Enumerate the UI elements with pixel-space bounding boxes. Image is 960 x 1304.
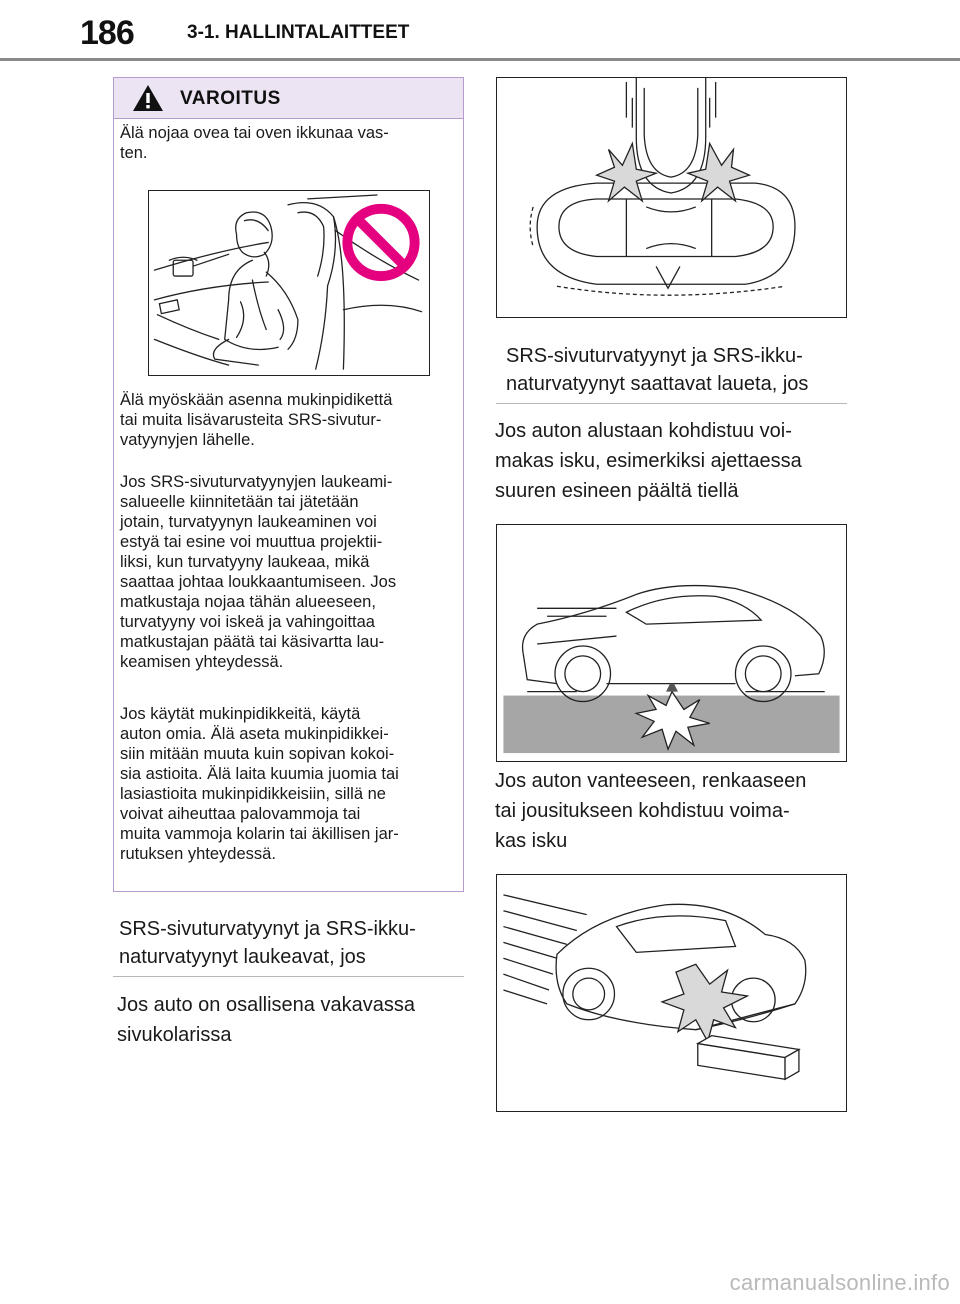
warning-box bbox=[113, 77, 464, 892]
underbody-impact-illustration bbox=[497, 525, 846, 761]
page-header bbox=[0, 0, 960, 64]
body-side-collision: Jos auto on osallisena vakavassa sivukolarissa bbox=[117, 994, 415, 1046]
warning-header bbox=[114, 78, 463, 119]
figure-underbody-impact bbox=[496, 524, 847, 762]
impact-star-icon bbox=[662, 964, 747, 1041]
figure-leaning-passenger bbox=[148, 190, 430, 376]
wheel-impact-illustration bbox=[497, 875, 846, 1111]
header-rule bbox=[0, 58, 960, 61]
passenger-illustration bbox=[149, 191, 429, 375]
warning-triangle-icon bbox=[132, 84, 164, 112]
side-collision-illustration bbox=[497, 78, 846, 317]
figure-wheel-impact bbox=[496, 874, 847, 1112]
warning-paragraph-4: Jos käytät mukinpidikkeitä, käytä auton omia. Älä aseta mukinpidikkei- siin mitään muuta kuin sopivan kokoi- sia astioita. Älä laita kuumia juomia tai lasiastioita mukinpidikkeisiin, sillä ne voivat aiheuttaa palovammoja tai muita vammoja kolarin tai äkillisen jar- rutuksen yhteydessä. bbox=[120, 705, 399, 863]
subhead-may-deploy: SRS-sivuturvatyynyt ja SRS-ikku- naturvatyynyt saattavat laueta, jos bbox=[496, 342, 847, 404]
section-title: 3-1. HALLINTALAITTEET bbox=[187, 22, 410, 43]
page-number: 186 bbox=[80, 14, 134, 52]
obstacle-block bbox=[698, 1036, 799, 1080]
figure-side-collision bbox=[496, 77, 847, 318]
prohibition-icon bbox=[347, 209, 414, 276]
warning-title: VAROITUS bbox=[180, 88, 281, 109]
body-wheel-impact: Jos auton vanteeseen, renkaaseen tai jousitukseen kohdistuu voima- kas isku bbox=[495, 770, 807, 852]
body-underbody-impact: Jos auton alustaan kohdistuu voi- makas isku, esimerkiksi ajettaessa suuren esineen päältä tiellä bbox=[495, 420, 802, 502]
subhead-deploy-conditions: SRS-sivuturvatyynyt ja SRS-ikku- naturvatyynyt laukeavat, jos bbox=[113, 915, 464, 977]
warning-paragraph-2: Älä myöskään asenna mukinpidikettä tai muita lisävarusteita SRS-sivutur- vatyynyjen lähelle. bbox=[120, 391, 393, 449]
warning-paragraph-1: Älä nojaa ovea tai oven ikkunaa vas- ten. bbox=[120, 124, 389, 162]
warning-paragraph-3: Jos SRS-sivuturvatyynyjen laukeami- salueelle kiinnitetään tai jätetään jotain, turvatyynyn laukeaminen voi estyä tai esine voi muuttua projektii- liksi, kun turvatyyny laukeaa, mikä saattaa johtaa loukkaantumiseen. Jos matkustaja nojaa tähän alueeseen, turvatyyny voi iskeä ja vahingoittaa matkustajan päätä tai käsivartta lau- keamisen yhteydessä. bbox=[120, 473, 397, 671]
watermark: carmanualsonline.info bbox=[729, 1270, 950, 1295]
